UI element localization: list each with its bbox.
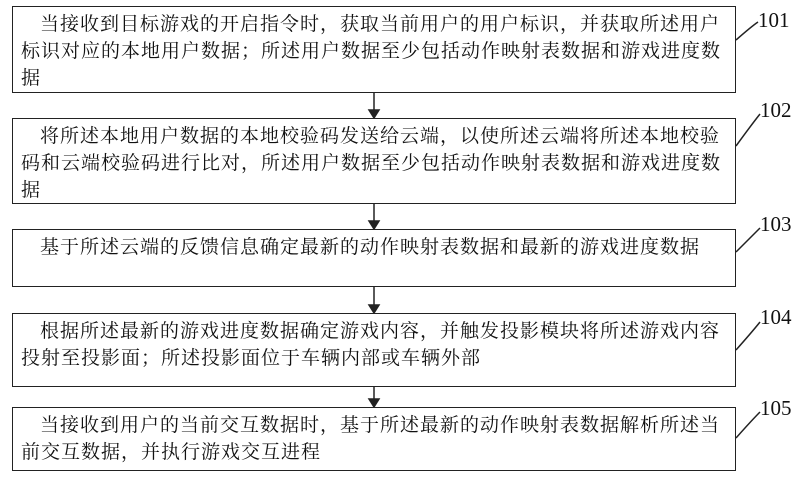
step-text: 当接收到目标游戏的开启指令时，获取当前用户的用户标识，并获取所述用户标识对应的本地用户数据；所述用户数据至少包括动作映射表数据和游戏进度数据 xyxy=(21,13,722,89)
step-text: 基于所述云端的反馈信息确定最新的动作映射表数据和最新的游戏进度数据 xyxy=(40,236,701,258)
flow-step-103 xyxy=(12,229,736,287)
reference-numeral-105: 105 xyxy=(760,396,792,420)
flow-step-101 xyxy=(12,6,736,93)
step-text: 根据所述最新的游戏进度数据确定游戏内容，并触发投影模块将所述游戏内容投射至投影面；所述投影面位于车辆内部或车辆外部 xyxy=(21,320,721,369)
flow-step-102 xyxy=(12,118,736,204)
flow-step-104 xyxy=(12,313,736,387)
reference-numeral-104: 104 xyxy=(760,305,792,329)
reference-numeral-101: 101 xyxy=(758,8,790,32)
step-text: 当接收到用户的当前交互数据时，基于所述最新的动作映射表数据解析所述当前交互数据，并执行游戏交互进程 xyxy=(21,414,721,463)
reference-numeral-103: 103 xyxy=(760,212,792,236)
step-text: 将所述本地用户数据的本地校验码发送给云端，以使所述云端将所述本地校验码和云端校验码进行比对，所述用户数据至少包括动作映射表数据和游戏进度数据 xyxy=(21,125,722,201)
reference-numeral-102: 102 xyxy=(760,98,792,122)
flow-step-105 xyxy=(12,407,736,471)
